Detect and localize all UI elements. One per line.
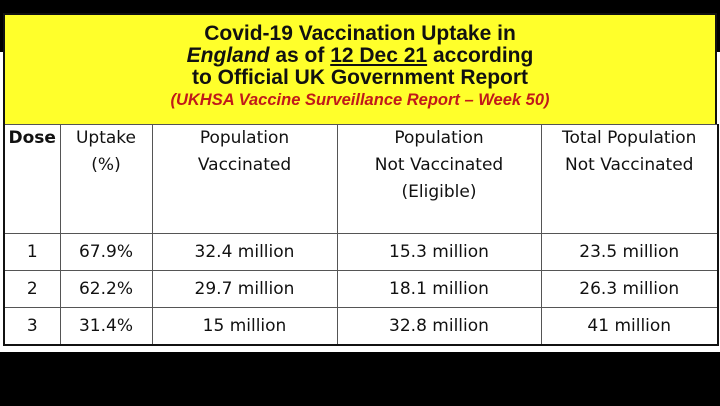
cell-total-not-vaccinated: 41 million	[541, 308, 718, 345]
cell-vaccinated: 29.7 million	[152, 271, 337, 308]
cell-vaccinated: 32.4 million	[152, 233, 337, 270]
vaccination-table	[3, 124, 719, 346]
header-dose: Dose	[4, 125, 60, 234]
title-line-1: Covid-19 Vaccination Uptake in	[204, 22, 516, 45]
table-row	[4, 271, 718, 308]
title-date: 12 Dec 21	[330, 44, 428, 67]
cell-uptake: 67.9%	[60, 233, 152, 270]
header-population-vaccinated: Population Vaccinated	[152, 125, 337, 234]
title-line-3: to Official UK Government Report	[191, 66, 529, 89]
cell-not-vaccinated-eligible: 32.8 million	[337, 308, 541, 345]
cell-not-vaccinated-eligible: 18.1 million	[337, 271, 541, 308]
cell-total-not-vaccinated: 23.5 million	[541, 233, 718, 270]
title-line-2	[5, 45, 715, 67]
cell-total-not-vaccinated: 26.3 million	[541, 271, 718, 308]
cell-dose: 2	[4, 271, 60, 308]
header-population-not-vaccinated-eligible: Population Not Vaccinated (Eligible)	[337, 125, 541, 234]
table-header-row	[4, 125, 718, 234]
report-subtitle: (UKHSA Vaccine Surveillance Report – Week 50)	[170, 91, 550, 109]
cell-dose: 1	[4, 233, 60, 270]
title-place: England	[186, 44, 270, 67]
cell-not-vaccinated-eligible: 15.3 million	[337, 233, 541, 270]
title-as-of: as of	[275, 44, 325, 67]
table-row	[4, 308, 718, 345]
cell-vaccinated: 15 million	[152, 308, 337, 345]
title-according: according	[432, 44, 534, 67]
cell-uptake: 62.2%	[60, 271, 152, 308]
cell-dose: 3	[4, 308, 60, 345]
cell-uptake: 31.4%	[60, 308, 152, 345]
header-uptake: Uptake (%)	[60, 125, 152, 234]
table-row	[4, 233, 718, 270]
title-banner	[3, 13, 717, 125]
header-total-population-not-vaccinated: Total Population Not Vaccinated	[541, 125, 718, 234]
